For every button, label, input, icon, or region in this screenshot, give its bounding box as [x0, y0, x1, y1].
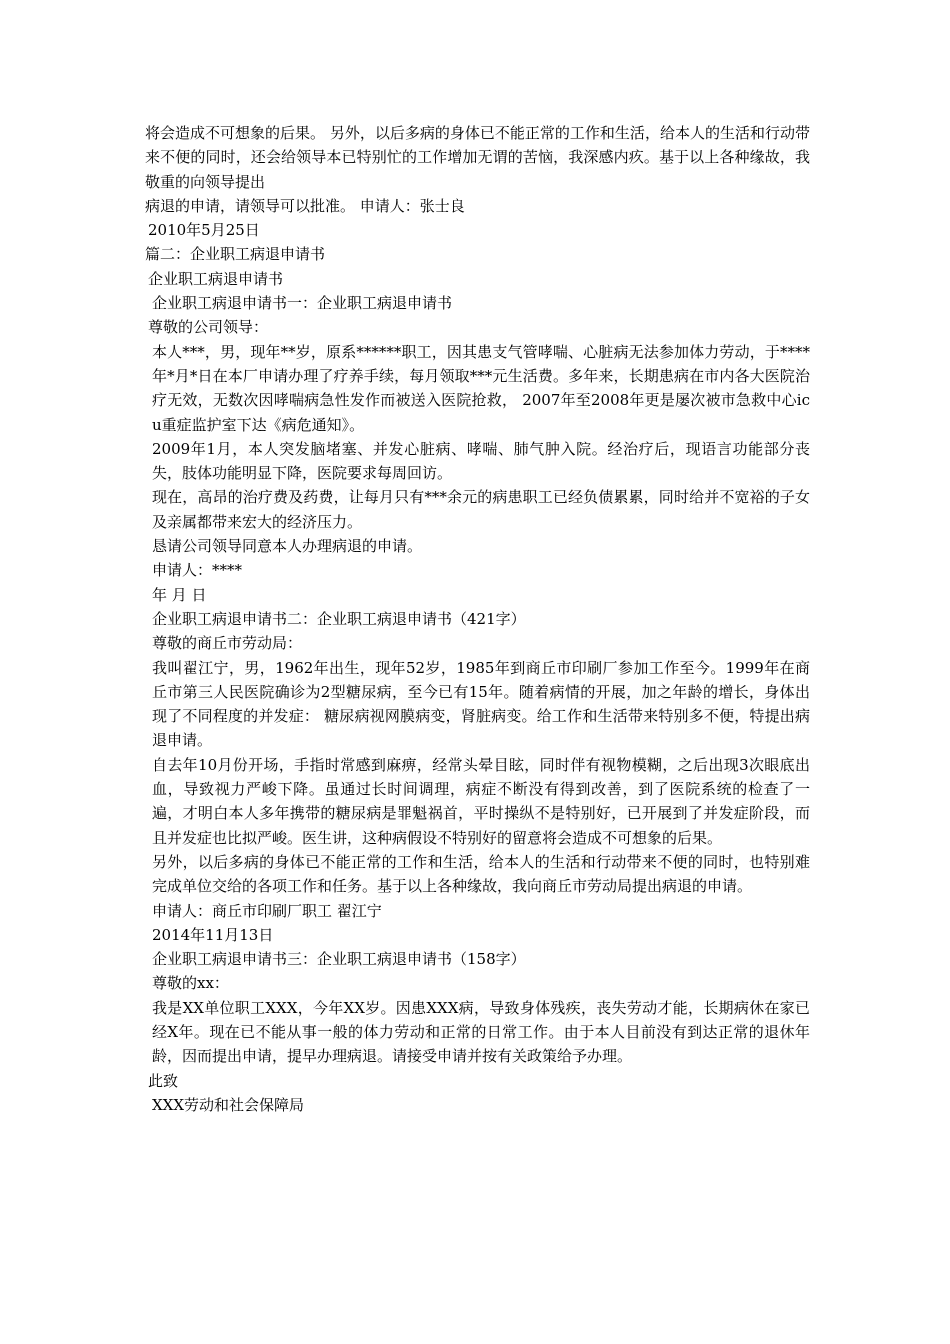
paragraph-body: 现在，高昂的治疗费及药费，让每月只有***余元的病患职工已经负债累累，同时给并不宽裕的子女及亲属都带来宏大的经济压力。 — [152, 488, 810, 531]
paragraph-body: 我叫翟江宁，男，1962年出生，现年52岁，1985年到商丘市印刷厂参加工作至今。1999年在商丘市第三人民医院确诊为2型糖尿病，至今已有15年。随着病情的开展，加之年龄的增长，身体出现了不同程度的并发症： 糖尿病视网膜病变，肾脏病变。给工作和生活带来特别多不便，特提出病退申请。 — [152, 658, 810, 750]
paragraph-body: 自去年10月份开场，手指时常感到麻痹，经常头晕目眩，同时伴有视物模糊，之后出现3次眼底出血，导致视力严峻下降。虽通过长时间调理，病症不断没有得到改善，到了医院系统的检查了一遍，才明白本人多年携带的糖尿病是罪魁祸首，平时操纵不是特别好，已开展到了并发症阶段，而且并发症也比拟严峻。医生讲，这种病假设不特别好的留意将会造成不可想象的后果。 — [152, 755, 810, 847]
document-body — [145, 121, 810, 1117]
date-line-2: 年 月 日 — [152, 585, 207, 604]
paragraph-body: 本人***，男，现年**岁，原系******职工，因其患支气管哮喘、心脏病无法参加体力劳动，于****年*月*日在本厂申请办理了疗养手续，每月领取***元生活费。多年来，长期患病在市内各大医院治疗无效，无数次因哮喘病急性发作而被送入医院抢救， 2007年至2008年更是屡次被市急救中心icu重症监护室下达《病危通知》。 — [152, 342, 810, 434]
paragraph-date-1: 2010年5月25日 — [148, 221, 260, 240]
applicant-line-1: 申请人：**** — [152, 561, 243, 580]
salutation-3: 尊敬的xx： — [152, 974, 229, 993]
date-line-3: 2014年11月13日 — [152, 925, 274, 944]
section-title: 企业职工病退申请书 — [148, 269, 284, 288]
salutation-2: 尊敬的商丘市劳动局： — [152, 634, 303, 653]
paragraph-body: 恳请公司领导同意本人办理病退的申请。 — [152, 537, 423, 556]
section-heading-part-two: 篇二：企业职工病退申请书 — [145, 245, 326, 264]
paragraph-body: 我是XX单位职工XXX，今年XX岁。因患XXX病，导致身体残疾，丧失劳动才能，长期病休在家已经X年。现在已不能从事一般的体力劳动和正常的日常工作。由于本人目前没有到达正常的退休年龄，因而提出申请，提早办理病退。请接受申请并按有关政策给予办理。 — [152, 998, 810, 1066]
recipient-line: XXX劳动和社会保障局 — [152, 1095, 305, 1114]
applicant-line-2: 申请人：商丘市印刷厂职工 翟江宁 — [152, 901, 382, 920]
subsection-title-2: 企业职工病退申请书二：企业职工病退申请书（421字） — [152, 609, 526, 628]
paragraph-body: 2009年1月，本人突发脑堵塞、并发心脏病、哮喘、肺气肿入院。经治疗后，现语言功能部分丧失，肢体功能明显下降，医院要求每周回访。 — [152, 439, 810, 483]
paragraph-signature-1: 病退的申请，请领导可以批准。 申请人：张士良 — [145, 196, 465, 215]
subsection-title-1: 企业职工病退申请书一：企业职工病退申请书 — [152, 294, 453, 313]
paragraph-body: 另外，以后多病的身体已不能正常的工作和生活，给本人的生活和行动带来不便的同时，也特别难完成单位交给的各项工作和任务。基于以上各种缘故，我向商丘市劳动局提出病退的申请。 — [152, 852, 810, 896]
paragraph-continuation: 将会造成不可想象的后果。 另外，以后多病的身体已不能正常的工作和生活，给本人的生活和行动带来不便的同时，还会给领导本已特别忙的工作增加无谓的苦恼，我深感内疚。基于以上各种缘故，我敬重的向领导提出 — [145, 124, 810, 191]
salutation-1: 尊敬的公司领导： — [148, 318, 269, 337]
closing-line: 此致 — [148, 1071, 179, 1090]
subsection-title-3: 企业职工病退申请书三：企业职工病退申请书（158字） — [152, 950, 526, 969]
